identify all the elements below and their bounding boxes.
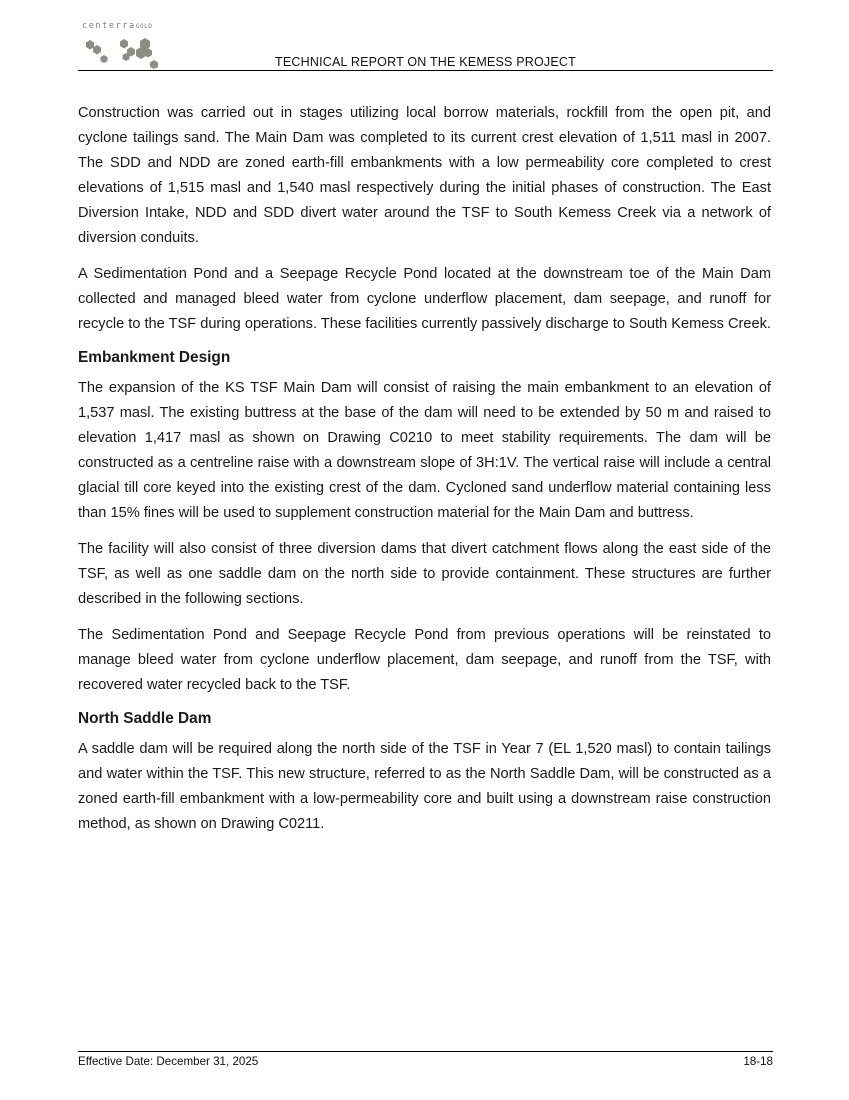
section-heading: North Saddle Dam	[78, 710, 212, 727]
page-number: 18-18	[743, 1055, 773, 1068]
body-paragraph: Construction was carried out in stages utilizing local borrow materials, rockfill from the open pit, and cyclone tailings sand. The Main Dam was completed to its current crest elevation of 1,511 masl in 2007. The SDD and NDD are zoned earth-fill embankments with a low permeability core completed to crest elevations of 1,515 masl and 1,540 masl respectively during the initial phases of construction. The East Diversion Intake, NDD and SDD divert water around the TSF to South Kemess Creek via a network of diversion conduits.	[78, 105, 771, 246]
body-paragraph: The expansion of the KS TSF Main Dam will consist of raising the main embankment to an elevation of 1,537 masl. The existing buttress at the base of the dam will need to be extended by 50 m and raised to elevation 1,417 masl as shown on Drawing C0210 to meet stability requirements. The dam will be constructed as a centreline raise with a downstream slope of 3H:1V. The vertical raise will include a central glacial till core keyed into the existing crest of the dam. Cycloned sand underflow material containing less than 15% fines will be used to supplement construction material for the Main Dam and buttress.	[78, 380, 771, 521]
report-title: TECHNICAL REPORT ON THE KEMESS PROJECT	[275, 55, 576, 69]
section-heading: Embankment Design	[78, 349, 231, 366]
body-paragraph: A Sedimentation Pond and a Seepage Recycle Pond located at the downstream toe of the Main Dam collected and managed bleed water from cyclone underflow placement, dam seepage, and runoff for recycle to the TSF during operations. These facilities currently passively discharge to South Kemess Creek.	[78, 266, 771, 332]
logo-wordmark: centerraGOLD	[82, 21, 153, 31]
body-paragraph: The Sedimentation Pond and Seepage Recycle Pond from previous operations will be reinstated to manage bleed water from cyclone underflow placement, dam seepage, and runoff from the TSF, with recovered water recycled back to the TSF.	[78, 627, 771, 693]
page-footer	[78, 1051, 773, 1068]
body-paragraph: The facility will also consist of three diversion dams that divert catchment flows along the east side of the TSF, as well as one saddle dam on the north side to provide containment. These structures are further described in the following sections.	[78, 541, 771, 607]
page-header	[78, 18, 773, 71]
body-paragraph: A saddle dam will be required along the north side of the TSF in Year 7 (EL 1,520 masl) to contain tailings and water within the TSF. This new structure, referred to as the North Saddle Dam, will be constructed as a zoned earth-fill embankment with a low-permeability core and built using a downstream raise construction method, as shown on Drawing C0211.	[78, 741, 771, 832]
effective-date: Effective Date: December 31, 2025	[78, 1055, 259, 1068]
report-body	[78, 101, 771, 848]
